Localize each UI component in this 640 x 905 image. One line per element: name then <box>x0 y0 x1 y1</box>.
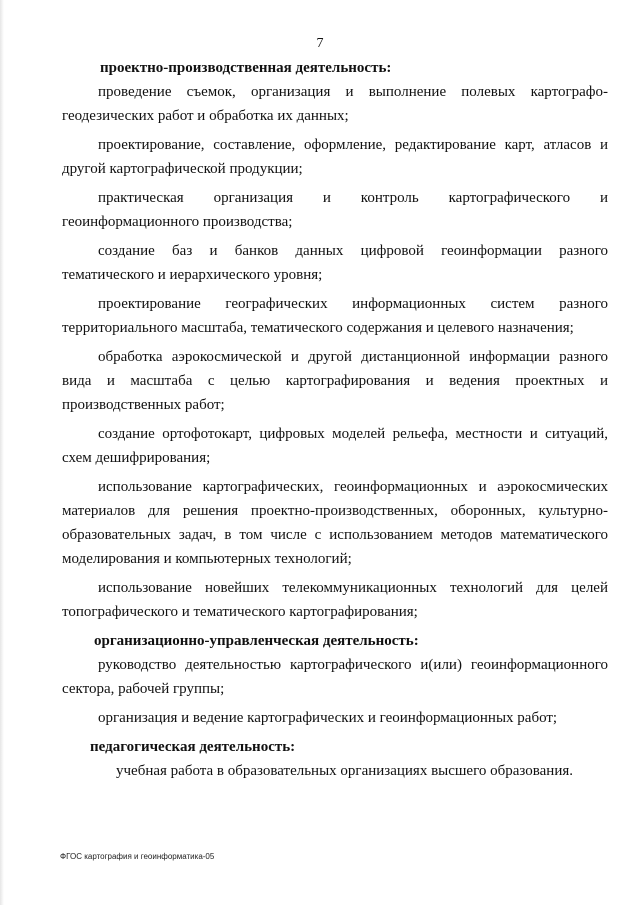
list-item: практическая организация и контроль картографического и геоинформационного производства; <box>62 190 608 230</box>
section-heading-pedagogical: педагогическая деятельность: <box>90 739 296 755</box>
list-item: создание баз и банков данных цифровой геоинформации разного тематического и иерархического уровня; <box>62 243 608 283</box>
list-item: проектирование, составление, оформление, редактирование карт, атласов и другой картографической продукции; <box>62 137 608 177</box>
list-item: обработка аэрокосмической и другой дистанционной информации разного вида и масштаба с целью картографирования и ведения проектных и производственных работ; <box>62 349 608 413</box>
section-heading-org-management: организационно-управленческая деятельность: <box>94 633 419 649</box>
page-number: 7 <box>316 36 324 51</box>
list-item: организация и ведение картографических и геоинформационных работ; <box>98 710 558 726</box>
document-body <box>62 56 608 788</box>
scan-edge <box>0 0 4 905</box>
section-heading-design-production: проектно-производственная деятельность: <box>100 60 392 76</box>
list-item: использование новейших телекоммуникационных технологий для целей топографического и тематического картографирования; <box>62 580 608 620</box>
list-item: руководство деятельностью картографического и(или) геоинформационного сектора, рабочей группы; <box>62 657 608 697</box>
list-item: проектирование географических информационных систем разного территориального масштаба, тематического содержания и целевого назначения; <box>62 296 608 336</box>
list-item: проведение съемок, организация и выполнение полевых картографо-геодезических работ и обработка их данных; <box>62 84 608 124</box>
list-item: использование картографических, геоинформационных и аэрокосмических материалов для решения проектно-производственных, оборонных, культурно-образовательных задач, в том числе с использованием методов математического моделирования и компьютерных технологий; <box>62 479 608 567</box>
list-item: создание ортофотокарт, цифровых моделей рельефа, местности и ситуаций, схем дешифрирования; <box>62 426 608 466</box>
footer-document-id: ФГОС картография и геоинформатика-05 <box>60 852 215 861</box>
list-item: учебная работа в образовательных организациях высшего образования. <box>116 763 573 779</box>
